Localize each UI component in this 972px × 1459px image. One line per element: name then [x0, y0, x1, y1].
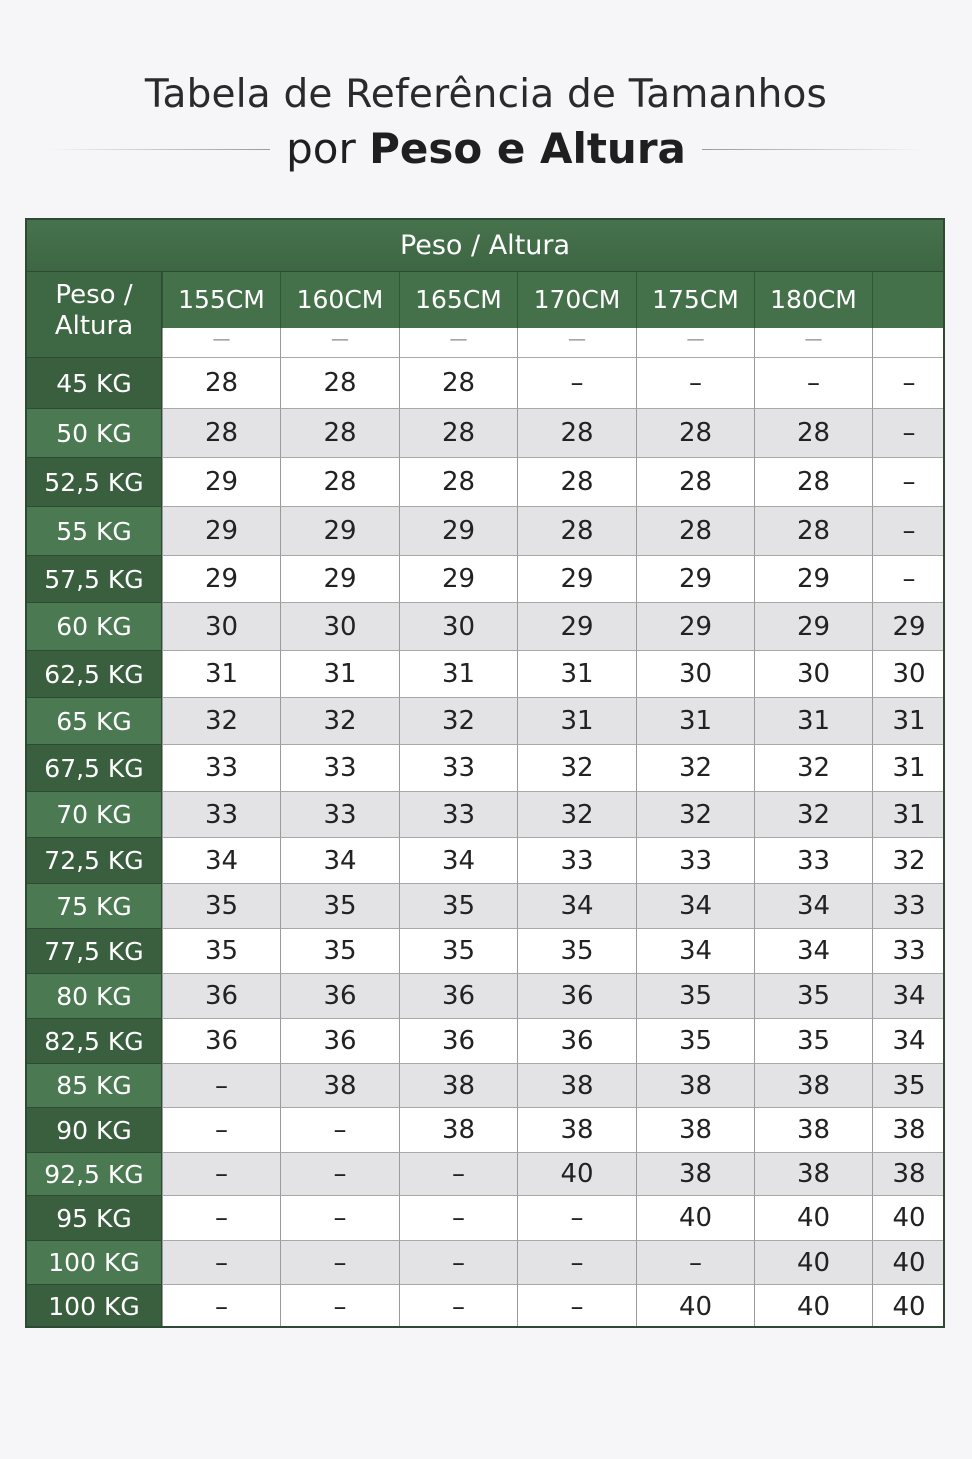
- table-cell: 29: [754, 602, 872, 650]
- table-cell: 28: [517, 506, 636, 555]
- table-cell: –: [399, 1152, 517, 1195]
- table-cell: 36: [280, 973, 399, 1018]
- table-cell: –: [280, 1152, 399, 1195]
- table-cell: –: [754, 357, 872, 408]
- table-cell: –: [280, 1240, 399, 1284]
- table-cell: 28: [754, 506, 872, 555]
- page-title: Tabela de Referência de Tamanhos: [144, 72, 828, 117]
- table-cell: –: [872, 555, 945, 602]
- table-cell: 40: [872, 1195, 945, 1240]
- table-cell: 28: [399, 457, 517, 506]
- table-cell: –: [162, 1063, 280, 1107]
- table-cell: 28: [280, 357, 399, 408]
- table-cell: 31: [636, 697, 754, 744]
- column-header: 160CM: [280, 272, 399, 328]
- table-cell: 35: [162, 928, 280, 973]
- table-cell: 40: [872, 1240, 945, 1284]
- column-subheader: —: [399, 328, 517, 357]
- table-cell: 32: [162, 697, 280, 744]
- row-header: 100 KG: [27, 1240, 162, 1284]
- table-cell: 34: [754, 928, 872, 973]
- table-cell: 40: [754, 1195, 872, 1240]
- table-cell: 33: [280, 791, 399, 837]
- table-cell: 28: [280, 408, 399, 457]
- table-cell: 34: [162, 837, 280, 883]
- table-cell: 28: [399, 408, 517, 457]
- table-cell: 34: [636, 928, 754, 973]
- table-cell: 35: [280, 928, 399, 973]
- table-cell: 38: [754, 1063, 872, 1107]
- table-cell: 34: [636, 883, 754, 928]
- table-cell: –: [517, 1195, 636, 1240]
- table-cell: 38: [636, 1107, 754, 1152]
- table-cell: 36: [399, 973, 517, 1018]
- table-cell: 32: [517, 791, 636, 837]
- table-cell: 34: [517, 883, 636, 928]
- table-cell: –: [280, 1284, 399, 1328]
- table-cell: 36: [517, 1018, 636, 1063]
- table-cell: 40: [636, 1195, 754, 1240]
- row-header: 85 KG: [27, 1063, 162, 1107]
- row-header: 75 KG: [27, 883, 162, 928]
- table-cell: –: [162, 1240, 280, 1284]
- table-cell: –: [872, 357, 945, 408]
- table-cell: 31: [399, 650, 517, 697]
- table-cell: 29: [280, 506, 399, 555]
- table-cell: 38: [872, 1152, 945, 1195]
- table-cell: –: [280, 1107, 399, 1152]
- row-header: 95 KG: [27, 1195, 162, 1240]
- table-corner-label: Peso / Altura: [27, 272, 162, 357]
- table-cell: 35: [872, 1063, 945, 1107]
- row-header: 90 KG: [27, 1107, 162, 1152]
- table-cell: 32: [517, 744, 636, 791]
- row-header: 92,5 KG: [27, 1152, 162, 1195]
- table-cell: 31: [754, 697, 872, 744]
- table-cell: 35: [636, 973, 754, 1018]
- table-cell: 38: [872, 1107, 945, 1152]
- table-cell: 30: [162, 602, 280, 650]
- row-header: 100 KG: [27, 1284, 162, 1328]
- row-header: 70 KG: [27, 791, 162, 837]
- column-header: 180CM: [754, 272, 872, 328]
- table-cell: 28: [636, 457, 754, 506]
- table-cell: 38: [754, 1107, 872, 1152]
- table-cell: 30: [280, 602, 399, 650]
- column-subheader: —: [636, 328, 754, 357]
- table-cell: 31: [517, 697, 636, 744]
- table-cell: 40: [517, 1152, 636, 1195]
- table-cell: 33: [517, 837, 636, 883]
- row-header: 82,5 KG: [27, 1018, 162, 1063]
- table-cell: 40: [754, 1284, 872, 1328]
- table-cell: 34: [872, 973, 945, 1018]
- size-table: [25, 218, 945, 1328]
- table-cell: –: [399, 1195, 517, 1240]
- table-cell: 31: [872, 744, 945, 791]
- subtitle-emphasis: Peso e Altura: [369, 124, 686, 173]
- column-header: [872, 272, 945, 328]
- table-cell: 38: [636, 1063, 754, 1107]
- table-cell: 34: [754, 883, 872, 928]
- table-banner: Peso / Altura: [27, 220, 943, 272]
- table-cell: 33: [162, 791, 280, 837]
- row-header: 65 KG: [27, 697, 162, 744]
- table-cell: 32: [280, 697, 399, 744]
- table-cell: 32: [754, 791, 872, 837]
- table-cell: 29: [754, 555, 872, 602]
- table-cell: 40: [636, 1284, 754, 1328]
- table-cell: 30: [636, 650, 754, 697]
- row-header: 67,5 KG: [27, 744, 162, 791]
- title-divider-left: [48, 149, 270, 150]
- table-cell: 40: [872, 1284, 945, 1328]
- table-cell: 30: [754, 650, 872, 697]
- table-cell: –: [517, 357, 636, 408]
- table-cell: –: [162, 1152, 280, 1195]
- column-subheader: —: [162, 328, 280, 357]
- table-cell: 28: [517, 457, 636, 506]
- table-cell: 35: [754, 1018, 872, 1063]
- table-cell: 33: [280, 744, 399, 791]
- table-cell: 30: [399, 602, 517, 650]
- table-cell: 29: [636, 555, 754, 602]
- table-cell: 36: [162, 1018, 280, 1063]
- table-cell: 28: [517, 408, 636, 457]
- table-cell: 29: [517, 602, 636, 650]
- table-cell: 32: [872, 837, 945, 883]
- row-header: 72,5 KG: [27, 837, 162, 883]
- table-cell: 28: [754, 408, 872, 457]
- column-header: 165CM: [399, 272, 517, 328]
- table-cell: 33: [636, 837, 754, 883]
- table-cell: 36: [517, 973, 636, 1018]
- table-cell: 34: [872, 1018, 945, 1063]
- table-cell: 32: [636, 744, 754, 791]
- table-cell: 29: [162, 457, 280, 506]
- table-cell: 35: [280, 883, 399, 928]
- table-cell: 38: [399, 1107, 517, 1152]
- table-cell: –: [517, 1240, 636, 1284]
- table-cell: 29: [399, 555, 517, 602]
- column-subheader: —: [754, 328, 872, 357]
- table-cell: 33: [399, 791, 517, 837]
- table-cell: 38: [517, 1063, 636, 1107]
- table-cell: 40: [754, 1240, 872, 1284]
- table-cell: 38: [399, 1063, 517, 1107]
- table-cell: 35: [636, 1018, 754, 1063]
- table-cell: –: [399, 1240, 517, 1284]
- table-cell: 29: [162, 555, 280, 602]
- table-cell: –: [872, 457, 945, 506]
- table-cell: 33: [162, 744, 280, 791]
- table-cell: 35: [517, 928, 636, 973]
- row-header: 77,5 KG: [27, 928, 162, 973]
- table-cell: 29: [517, 555, 636, 602]
- table-cell: 29: [280, 555, 399, 602]
- row-header: 45 KG: [27, 357, 162, 408]
- row-header: 62,5 KG: [27, 650, 162, 697]
- table-cell: 38: [280, 1063, 399, 1107]
- table-cell: 28: [754, 457, 872, 506]
- table-cell: 35: [754, 973, 872, 1018]
- column-header: 155CM: [162, 272, 280, 328]
- table-cell: 29: [636, 602, 754, 650]
- column-subheader: —: [517, 328, 636, 357]
- table-cell: –: [280, 1195, 399, 1240]
- table-cell: 34: [280, 837, 399, 883]
- table-cell: –: [162, 1284, 280, 1328]
- column-header: 175CM: [636, 272, 754, 328]
- table-cell: –: [162, 1195, 280, 1240]
- row-header: 50 KG: [27, 408, 162, 457]
- table-cell: 31: [517, 650, 636, 697]
- table-cell: 38: [517, 1107, 636, 1152]
- table-cell: 32: [754, 744, 872, 791]
- table-cell: 33: [872, 883, 945, 928]
- table-cell: 28: [636, 408, 754, 457]
- table-cell: 36: [399, 1018, 517, 1063]
- table-cell: 35: [399, 883, 517, 928]
- table-cell: –: [517, 1284, 636, 1328]
- table-cell: 31: [280, 650, 399, 697]
- table-cell: 29: [399, 506, 517, 555]
- column-subheader: —: [280, 328, 399, 357]
- title-divider-right: [702, 149, 924, 150]
- row-header: 52,5 KG: [27, 457, 162, 506]
- row-header: 57,5 KG: [27, 555, 162, 602]
- table-cell: 36: [162, 973, 280, 1018]
- table-cell: 38: [754, 1152, 872, 1195]
- row-header: 80 KG: [27, 973, 162, 1018]
- table-cell: –: [636, 1240, 754, 1284]
- table-cell: 33: [399, 744, 517, 791]
- table-cell: 28: [280, 457, 399, 506]
- table-cell: –: [872, 506, 945, 555]
- table-cell: 33: [754, 837, 872, 883]
- table-cell: 29: [162, 506, 280, 555]
- table-cell: –: [872, 408, 945, 457]
- table-cell: 36: [280, 1018, 399, 1063]
- table-cell: 28: [636, 506, 754, 555]
- row-header: 55 KG: [27, 506, 162, 555]
- column-subheader: [872, 328, 945, 357]
- subtitle-prefix: por: [286, 124, 370, 173]
- table-cell: 35: [399, 928, 517, 973]
- table-cell: 28: [162, 408, 280, 457]
- row-header: 60 KG: [27, 602, 162, 650]
- table-cell: 31: [872, 791, 945, 837]
- column-header: 170CM: [517, 272, 636, 328]
- table-cell: 35: [162, 883, 280, 928]
- table-cell: 29: [872, 602, 945, 650]
- table-cell: 30: [872, 650, 945, 697]
- table-cell: 38: [636, 1152, 754, 1195]
- table-cell: 32: [636, 791, 754, 837]
- table-cell: 34: [399, 837, 517, 883]
- table-cell: –: [636, 357, 754, 408]
- table-cell: –: [162, 1107, 280, 1152]
- table-cell: 28: [162, 357, 280, 408]
- table-cell: 28: [399, 357, 517, 408]
- table-cell: 31: [162, 650, 280, 697]
- table-cell: 31: [872, 697, 945, 744]
- table-cell: 32: [399, 697, 517, 744]
- table-cell: –: [399, 1284, 517, 1328]
- table-cell: 33: [872, 928, 945, 973]
